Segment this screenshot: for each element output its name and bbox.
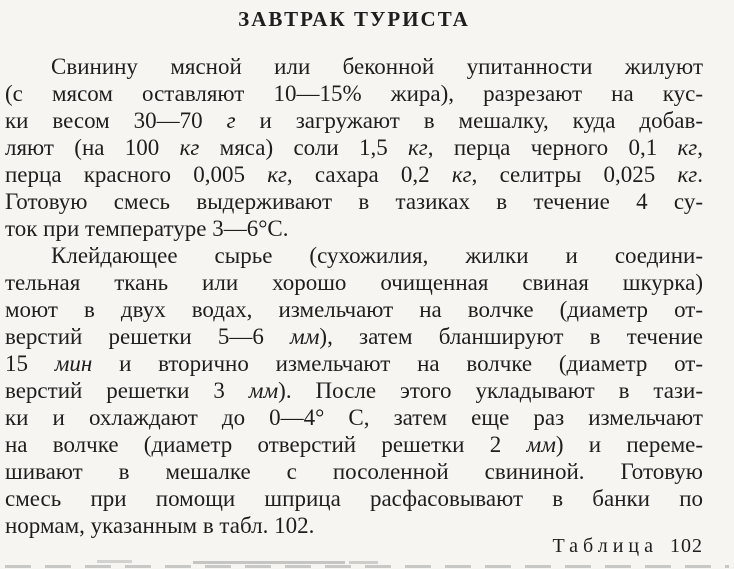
unit-italic: кг: [677, 162, 698, 187]
text-line: ляют (на 100 кг мяса) соли 1,5 кг, перца черного 0,1 кг,: [5, 135, 704, 160]
unit-italic: мм: [290, 324, 320, 349]
text-line: смесь при помощи шприца расфасовывают в банки по: [5, 486, 703, 511]
text-line: верстий решетки 5—6 мм), затем бланшируют в течение: [5, 324, 703, 349]
text-line: тельная ткань или хорошо очищенная свиная шкурка): [5, 270, 703, 295]
unit-italic: кг: [677, 135, 698, 160]
cut-off-table-edge-artifact: [193, 561, 345, 564]
text-line: перца красного 0,005 кг, сахара 0,2 кг, селитры 0,025 кг.: [5, 162, 703, 187]
page-title: ЗАВТРАК ТУРИСТА: [238, 7, 470, 31]
cut-off-table-edge-artifact: [349, 561, 378, 564]
text-line: верстий решетки 3 мм). После этого укладывают в тази-: [5, 378, 703, 403]
cut-off-table-rule-artifact: [5, 565, 729, 568]
unit-italic: мм: [526, 432, 556, 457]
unit-italic: мм: [248, 378, 279, 403]
table-caption-number: 102: [670, 535, 703, 557]
text-line: (с мясом оставляют 10—15% жира), разрезают на кус-: [5, 81, 703, 106]
text-line: Свинину мясной или беконной упитанности жилуют: [51, 54, 703, 79]
unit-italic: кг: [267, 162, 287, 187]
cut-off-table-edge-artifact: [97, 560, 132, 563]
text-line: Готовую смесь выдерживают в тазиках в течение 4 су-: [5, 189, 703, 214]
unit-italic: кг: [408, 135, 428, 160]
table-caption-word: Таблица: [552, 535, 658, 557]
unit-italic: кг: [451, 162, 472, 187]
table-caption: [5, 535, 703, 558]
unit-italic: г: [226, 108, 236, 133]
text-line: на волчке (диаметр отверстий решетки 2 мм) и переме-: [5, 432, 704, 457]
text-line: моют в двух водах, измельчают на волчке (диаметр от-: [5, 297, 703, 322]
text-line: ток при температуре 3—6°С.: [5, 216, 289, 241]
text-line: шивают в мешалке с посоленной свининой. Готовую: [5, 459, 703, 484]
body-text: [5, 53, 703, 539]
text-line: ки и охлаждают до 0—4° С, затем еще раз измельчают: [5, 405, 703, 430]
text-line: ки весом 30—70 г и загружают в мешалку, куда добав-: [5, 108, 703, 133]
unit-italic: мин: [54, 351, 93, 376]
text-line: нормам, указанным в табл. 102.: [5, 513, 315, 538]
text-line: Клейдающее сырье (сухожилия, жилки и соедини-: [51, 243, 703, 268]
unit-italic: кг: [179, 135, 200, 160]
text-line: 15 мин и вторично измельчают на волчке (диаметр от-: [5, 351, 703, 376]
